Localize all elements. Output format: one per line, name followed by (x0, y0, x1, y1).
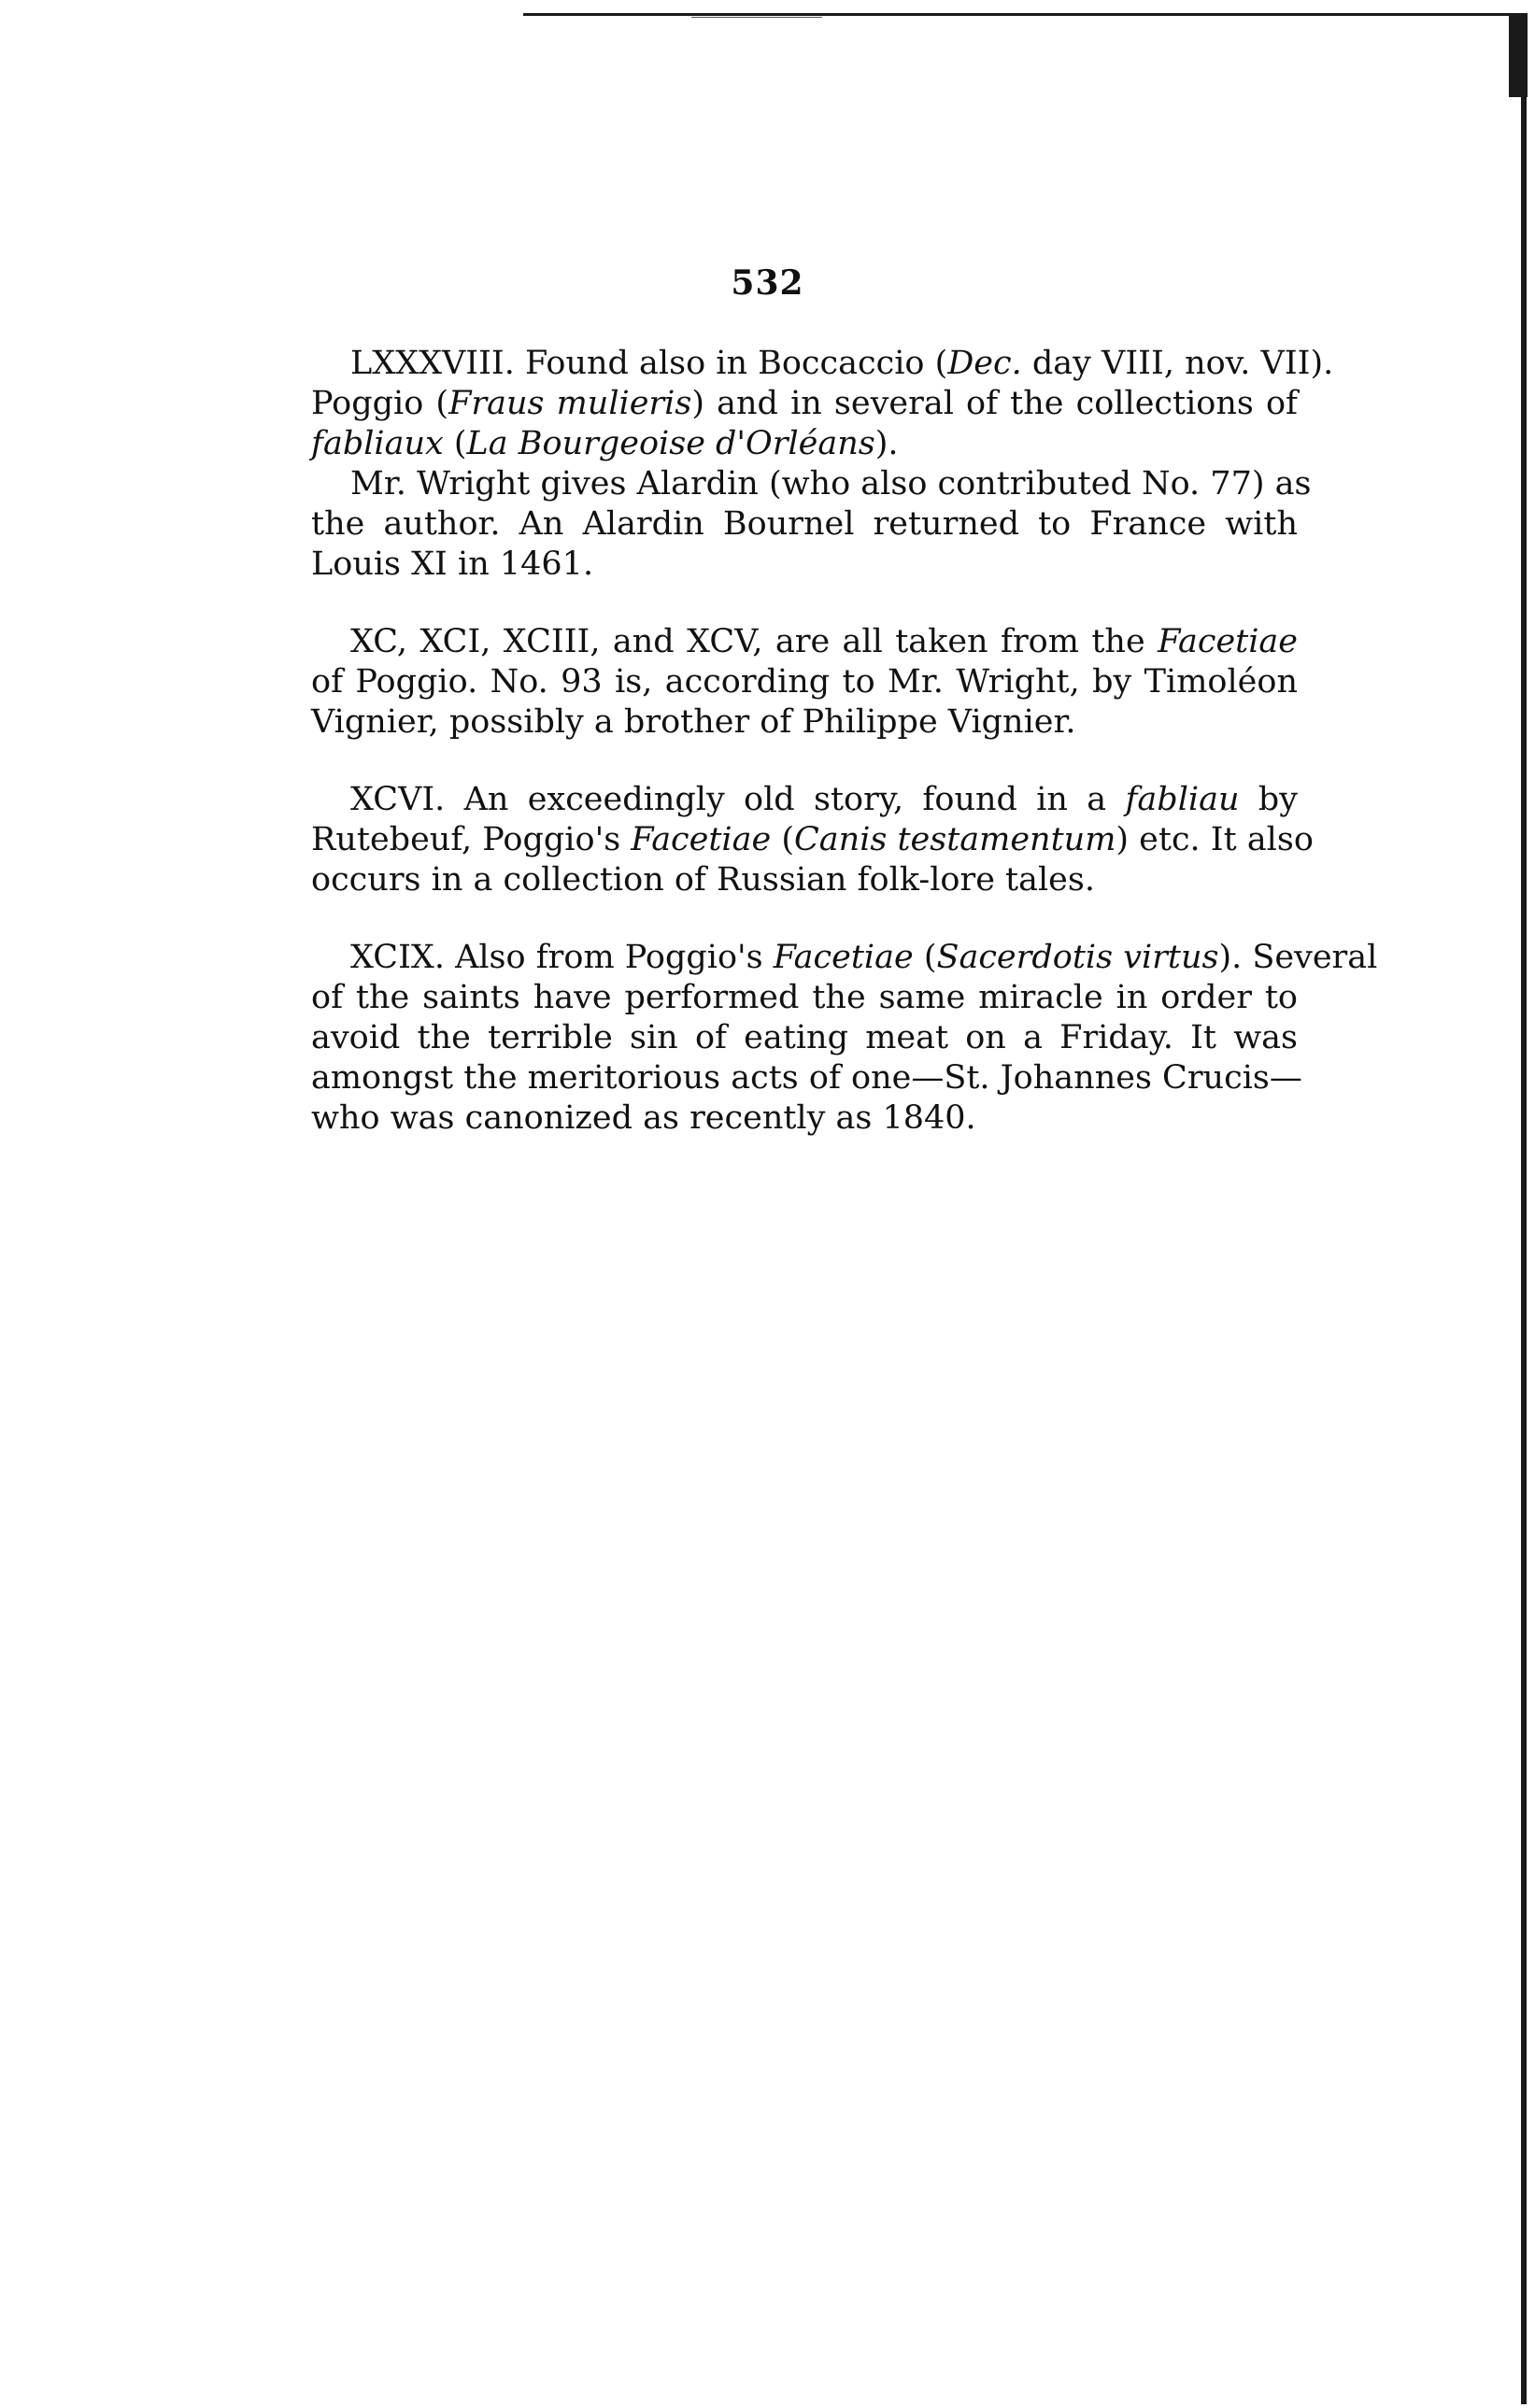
italic-term: Facetiae (1158, 623, 1298, 660)
note-paragraph (311, 938, 1378, 1139)
note-paragraph (311, 344, 1334, 464)
scan-edge-top (523, 13, 1514, 16)
italic-term: Sacerdotis virtus (936, 939, 1219, 976)
scan-edge-right (1521, 13, 1527, 2404)
note-paragraph (311, 622, 1298, 743)
page-number: 532 (731, 263, 804, 303)
scan-edge-top-thin (691, 17, 822, 18)
italic-term: fabliaux (311, 425, 444, 462)
text-line: the author. An Alardin Bournel returned to France with (311, 505, 1298, 543)
italic-term: fabliau (1125, 781, 1240, 818)
note-paragraph (311, 464, 1312, 585)
italic-term: Facetiae (773, 939, 914, 976)
text-line: of Poggio. No. 93 is, according to Mr. Wright, by Timoléon (311, 663, 1298, 701)
note-paragraph (311, 780, 1314, 900)
notes-text (311, 344, 1378, 1176)
text-line: amongst the meritorious acts of one—St. Johannes Crucis— (311, 1059, 1302, 1097)
text-line: Vignier, possibly a brother of Philippe Vignier. (311, 703, 1076, 741)
text-line: who was canonized as recently as 1840. (311, 1099, 976, 1137)
text-line: XC, XCI, XCIII, and XCV, are all taken from the Facetiae (350, 623, 1298, 660)
italic-term: Facetiae (631, 821, 772, 858)
text-line: LXXXVIII. Found also in Boccaccio (Dec. day VIII, nov. VII). (350, 345, 1334, 382)
text-line: Louis XI in 1461. (311, 545, 594, 583)
text-line: Mr. Wright gives Alardin (who also contributed No. 77) as (350, 465, 1312, 503)
text-line: of the saints have performed the same miracle in order to (311, 979, 1298, 1016)
text-line: XCIX. Also from Poggio's Facetiae (Sacerdotis virtus). Several (350, 939, 1378, 976)
italic-term: Dec. (947, 345, 1022, 382)
text-line: XCVI. An exceedingly old story, found in a fabliau by (350, 781, 1298, 818)
italic-term: Canis testamentum (794, 821, 1116, 858)
text-line: Rutebeuf, Poggio's Facetiae (Canis testamentum) etc. It also (311, 821, 1314, 858)
text-line: avoid the terrible sin of eating meat on a Friday. It was (311, 1019, 1298, 1056)
text-line: Poggio (Fraus mulieris) and in several of the collections of (311, 385, 1299, 422)
italic-term: La Bourgeoise d'Orléans (466, 425, 875, 462)
text-line: fabliaux (La Bourgeoise d'Orléans). (311, 425, 899, 462)
text-line: occurs in a collection of Russian folk-lore tales. (311, 861, 1095, 899)
italic-term: Fraus mulieris (448, 385, 692, 422)
